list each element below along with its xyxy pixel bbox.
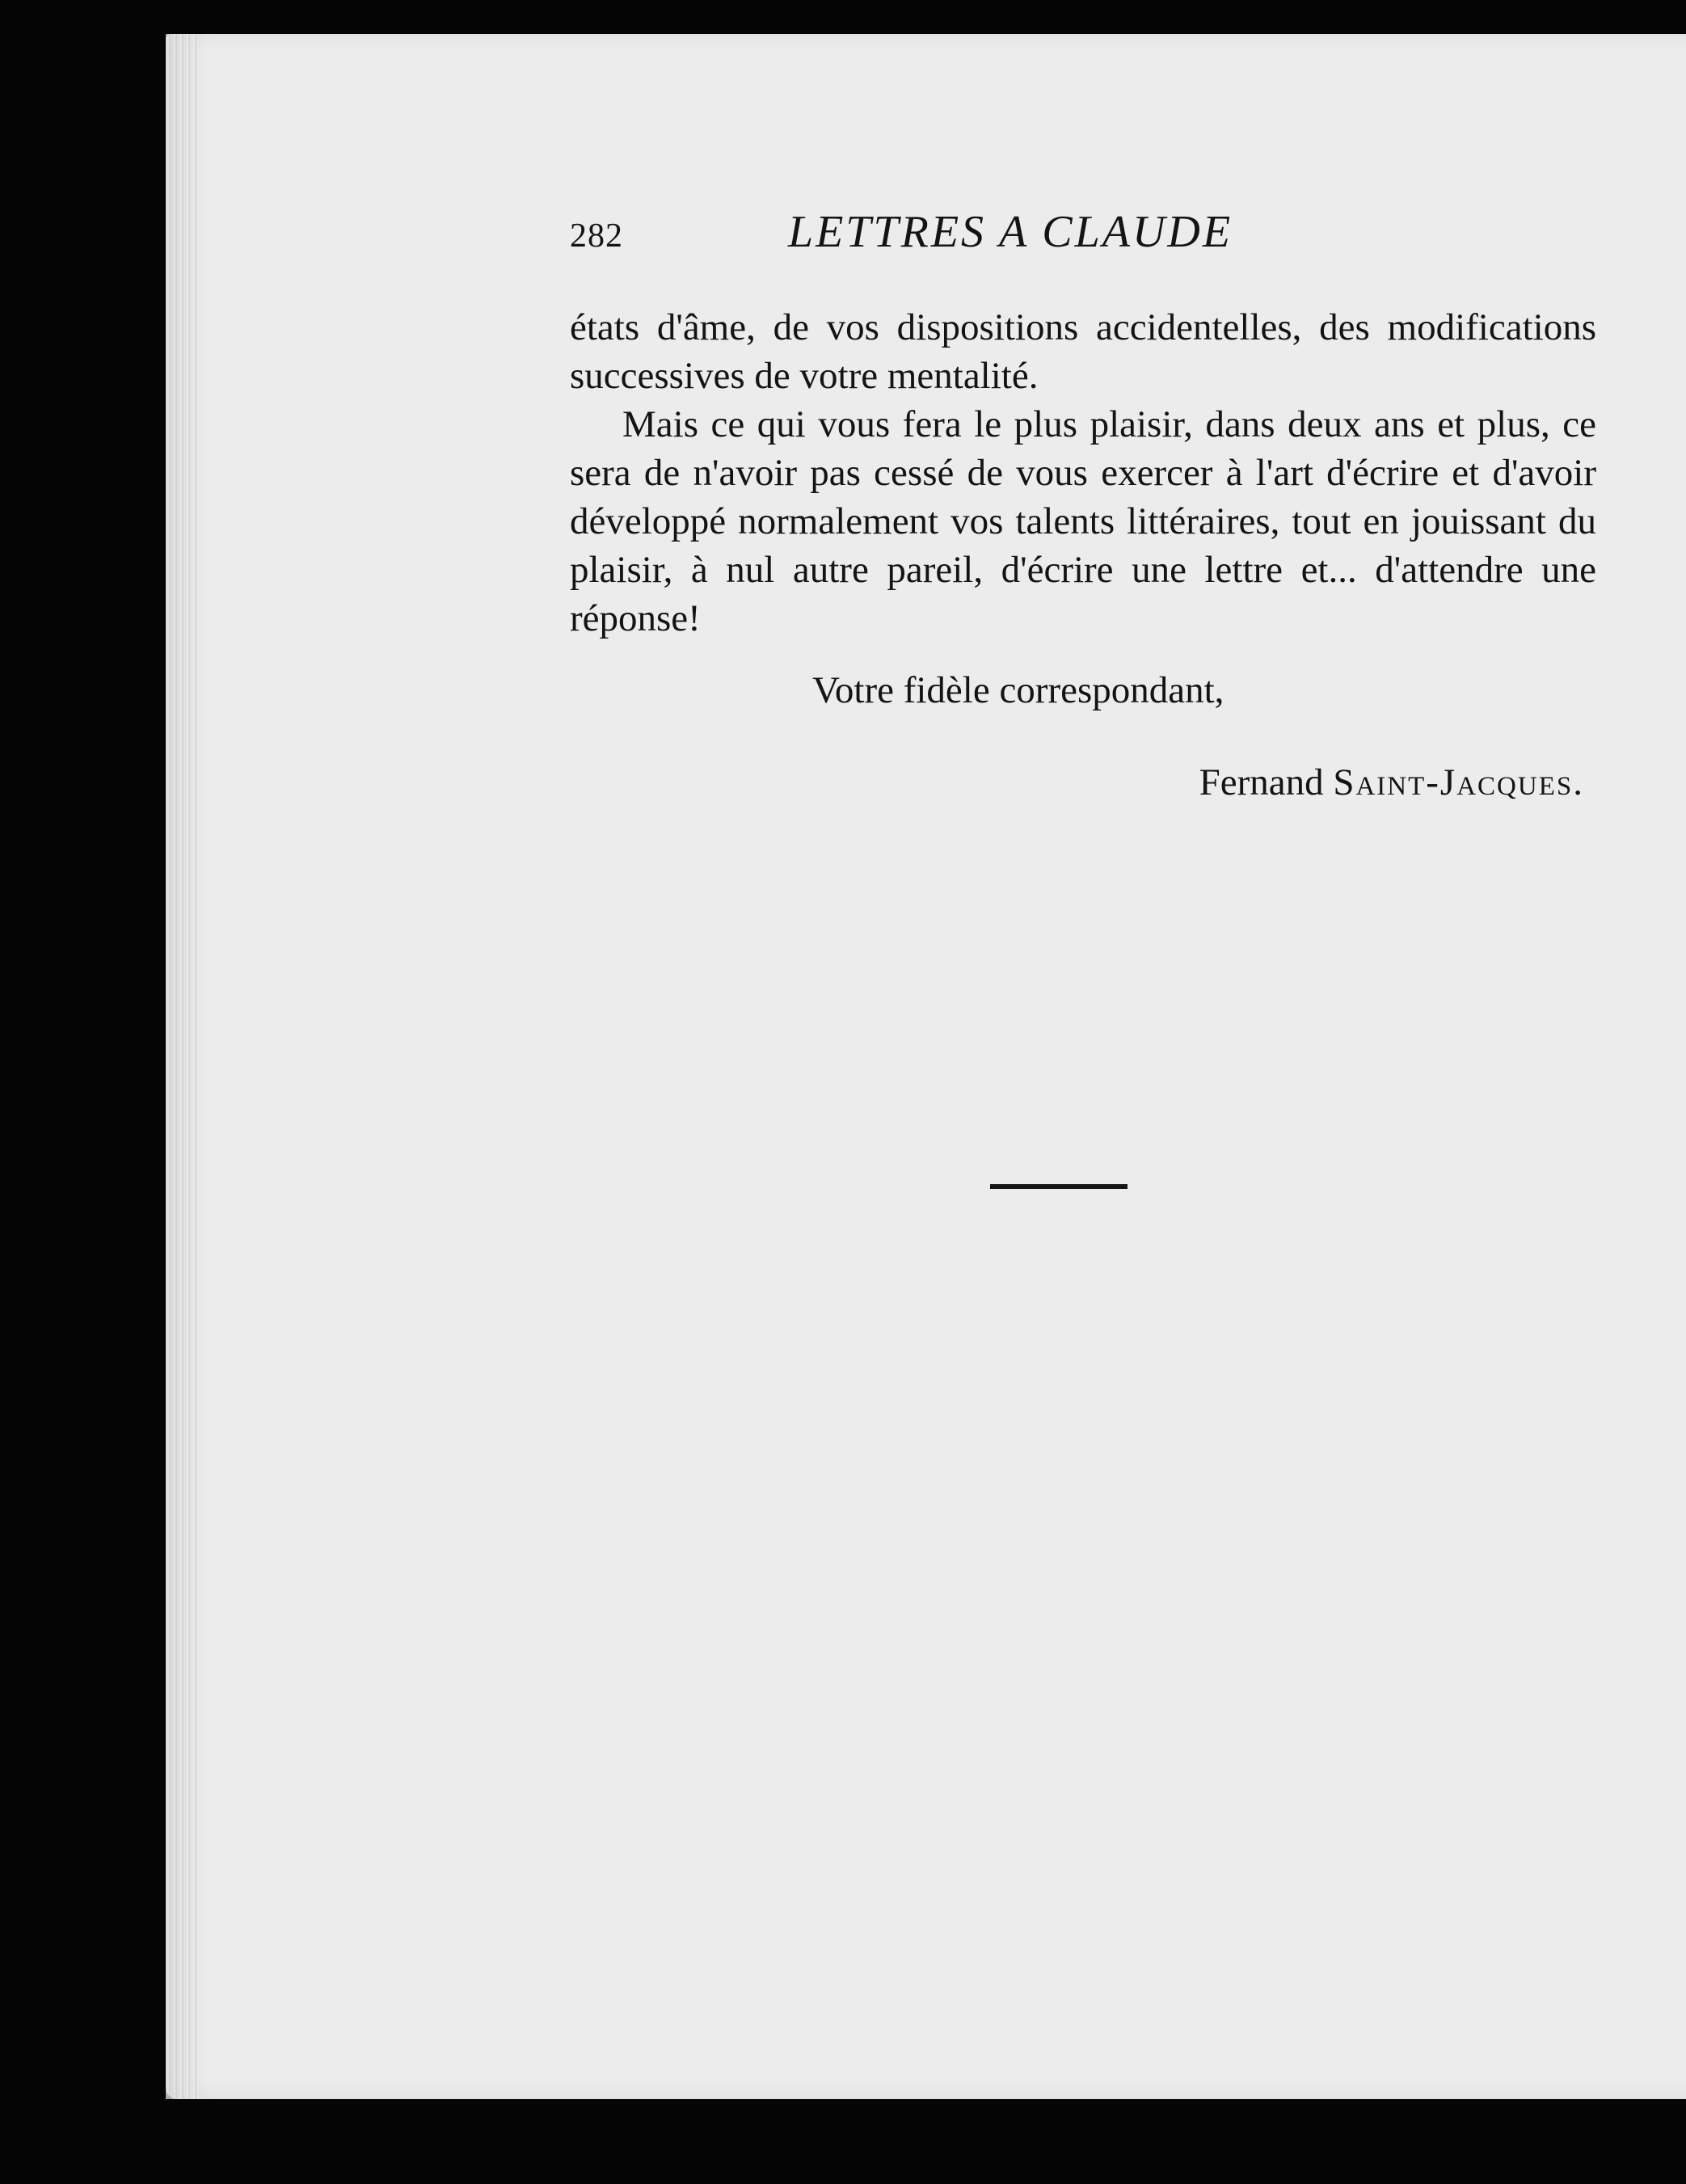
page-number: 282 — [570, 217, 623, 255]
paragraph: Mais ce qui vous fera le plus plaisir, dans deux ans et plus, ce sera de n'avoir pas cessé de vous exercer à l'art d'écrire et d'avoir développé normalement vos talents littéraires, tout en jouissant du plaisir, à nul autre pareil, d'écrire une lettre et... d'attendre une réponse! — [570, 403, 1596, 639]
running-title: LETTRES A CLAUDE — [788, 207, 1233, 257]
end-rule — [990, 1184, 1128, 1189]
page-edge — [166, 34, 198, 2099]
signature-first-name: Fernand — [1199, 761, 1324, 803]
signature-last-name: Saint-Jacques. — [1333, 761, 1584, 803]
page-content — [570, 206, 1600, 804]
signature — [570, 761, 1600, 804]
letter-body — [570, 303, 1596, 643]
running-head — [570, 206, 1600, 271]
paragraph-continuation: états d'âme, de vos dispositions accidentelles, des modifications successives de votre mentalité. — [570, 306, 1596, 397]
closing-salutation: Votre fidèle correspondant, — [812, 669, 1224, 711]
